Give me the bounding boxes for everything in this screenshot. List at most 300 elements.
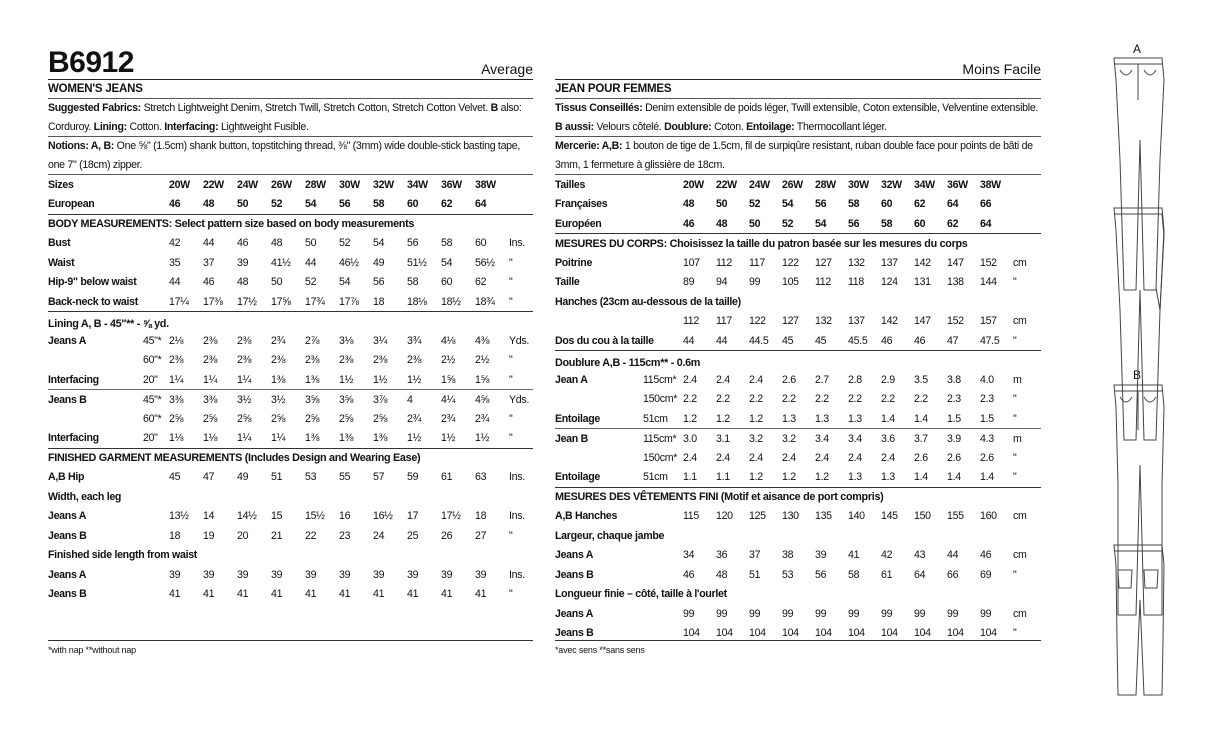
row-label: Jeans B bbox=[555, 627, 594, 640]
table-row bbox=[48, 331, 533, 351]
unit: Yds. bbox=[509, 334, 529, 347]
size-value: 36W bbox=[441, 178, 462, 191]
size-value: 39 bbox=[305, 568, 317, 581]
size-value: 27 bbox=[475, 529, 487, 542]
size-value: 3¾ bbox=[407, 334, 422, 347]
notions: Notions: A, B: One ⅝" (1.5cm) shank button, topstitching thread, ⅜" (3mm) wide double-stick basting tape, one 7" (18cm) zipper. bbox=[48, 137, 533, 175]
size-value: 34W bbox=[407, 178, 428, 191]
size-value: 44 bbox=[169, 276, 181, 289]
row-label: Bust bbox=[48, 237, 71, 250]
fabric-width: 115cm* bbox=[643, 429, 683, 449]
size-value: 45.5 bbox=[848, 334, 868, 347]
finished-measurements-title: MESURES DES VÊTEMENTS FINI (Motif et aisance de port compris) bbox=[555, 487, 1041, 507]
size-value: 1.2 bbox=[815, 471, 829, 483]
size-value: 147 bbox=[914, 315, 931, 328]
size-value: 45 bbox=[815, 334, 827, 347]
jeans-technical-drawing-icon bbox=[1100, 40, 1180, 700]
row-label: Longueur finie – côté, taille à l'ourlet bbox=[555, 588, 727, 601]
size-value: 13½ bbox=[169, 510, 189, 523]
unit: Ins. bbox=[509, 510, 525, 523]
size-value: 28W bbox=[305, 178, 326, 191]
size-value: 99 bbox=[749, 276, 761, 289]
size-value: 2.4 bbox=[815, 451, 829, 464]
size-value: 3.4 bbox=[815, 429, 848, 449]
size-value: 99 bbox=[782, 607, 794, 620]
size-value: 46 bbox=[683, 217, 695, 230]
size-value: 25 bbox=[407, 529, 419, 542]
size-value: 2⅝ bbox=[203, 412, 218, 425]
size-value: 1.4 bbox=[947, 471, 961, 483]
size-value: 152 bbox=[947, 315, 964, 328]
size-value: 63 bbox=[475, 471, 487, 484]
size-value: 2.2 bbox=[815, 393, 829, 406]
size-value: 4⅝ bbox=[475, 390, 509, 410]
size-value: 41 bbox=[169, 588, 181, 601]
size-value: 2¾ bbox=[441, 412, 456, 425]
size-value: 160 bbox=[980, 510, 997, 523]
difficulty-level: Moins Facile bbox=[962, 61, 1041, 77]
size-value: 55 bbox=[339, 471, 351, 484]
size-value: 1½ bbox=[407, 432, 422, 444]
size-value: 104 bbox=[914, 627, 931, 640]
unit: m bbox=[1013, 373, 1022, 386]
size-value: 3⅝ bbox=[305, 390, 339, 410]
size-value: 1.4 bbox=[881, 412, 895, 425]
size-value: 44 bbox=[203, 237, 215, 250]
header bbox=[555, 44, 1041, 80]
size-value: 18 bbox=[169, 529, 181, 542]
size-value: 127 bbox=[782, 315, 799, 328]
size-value: 44 bbox=[716, 334, 728, 347]
row-label: Européen bbox=[555, 217, 602, 230]
size-value: 26W bbox=[782, 178, 803, 191]
size-value: 4.3 bbox=[980, 429, 1013, 449]
size-value: 41 bbox=[339, 588, 351, 601]
table-row bbox=[555, 468, 1041, 488]
size-value: 35 bbox=[169, 256, 181, 269]
row-label: Jean B bbox=[555, 429, 643, 449]
fabric-width: 60"* bbox=[143, 412, 162, 425]
table-row bbox=[48, 234, 533, 254]
size-value: 48 bbox=[203, 198, 215, 210]
size-value: 51½ bbox=[407, 256, 427, 269]
size-value: 2.4 bbox=[683, 373, 697, 386]
size-value: 1.4 bbox=[980, 471, 994, 483]
size-value: 1.2 bbox=[749, 412, 763, 425]
row-label: Waist bbox=[48, 256, 75, 269]
footnote: *with nap **without nap bbox=[48, 645, 136, 655]
footnote: *avec sens **sans sens bbox=[555, 645, 645, 655]
size-value: 2⅝ bbox=[373, 412, 388, 425]
size-value: 41 bbox=[203, 588, 215, 601]
size-value: 4¼ bbox=[441, 390, 475, 410]
unit: " bbox=[1013, 276, 1017, 289]
size-value: 2.6 bbox=[947, 451, 961, 464]
unit bbox=[1013, 195, 1041, 215]
table-row bbox=[555, 604, 1041, 624]
size-value: 104 bbox=[749, 627, 766, 640]
size-value: 61 bbox=[881, 568, 893, 581]
fabric-width: 45"* bbox=[143, 390, 169, 410]
size-value: 36W bbox=[947, 178, 968, 191]
size-value: 2.6 bbox=[782, 373, 796, 386]
size-value: 38W bbox=[475, 178, 496, 191]
size-value: 2⅜ bbox=[237, 354, 252, 367]
size-value: 39 bbox=[339, 568, 351, 581]
size-value: 51 bbox=[749, 568, 761, 581]
row-label: Sizes bbox=[48, 178, 74, 191]
size-value: 16 bbox=[339, 510, 351, 523]
size-value: 60 bbox=[475, 237, 487, 250]
size-value: 64 bbox=[947, 198, 959, 211]
size-value: 2⅝ bbox=[305, 412, 320, 425]
size-value: 26 bbox=[441, 529, 453, 542]
size-value: 47.5 bbox=[980, 334, 1000, 347]
size-value: 2.4 bbox=[749, 373, 763, 386]
size-value: 1¼ bbox=[169, 373, 184, 386]
table-row bbox=[48, 175, 533, 195]
row-label: Jeans B bbox=[555, 568, 594, 581]
size-value: 56 bbox=[339, 198, 351, 210]
fabric-width bbox=[643, 195, 683, 215]
unit: cm bbox=[1013, 315, 1027, 328]
unit: cm bbox=[1013, 256, 1027, 269]
lining-title: Doublure A,B - 115cm** - 0.6m bbox=[555, 351, 1041, 371]
row-label: Hanches (23cm au-dessous de la taille) bbox=[555, 295, 741, 308]
row-label: Interfacing bbox=[48, 432, 99, 444]
row-label: Jeans A bbox=[555, 549, 594, 562]
size-value: 124 bbox=[881, 276, 898, 289]
row-label: A,B Hanches bbox=[555, 510, 618, 523]
table-row bbox=[555, 253, 1041, 273]
bottom-rule bbox=[555, 640, 1041, 641]
size-value: 1⅛ bbox=[169, 432, 184, 444]
size-value: 14½ bbox=[237, 510, 257, 523]
size-value: 1½ bbox=[373, 373, 388, 386]
fabric-width bbox=[143, 175, 169, 195]
size-value: 37 bbox=[203, 256, 215, 269]
size-value: 2.4 bbox=[848, 451, 862, 464]
size-value: 157 bbox=[980, 315, 997, 328]
size-value: 53 bbox=[782, 568, 794, 581]
size-value: 3.6 bbox=[881, 429, 914, 449]
table-row bbox=[555, 585, 1041, 605]
unit: cm bbox=[1013, 510, 1027, 523]
size-value: 2.4 bbox=[716, 451, 730, 464]
size-value: 2.3 bbox=[980, 393, 994, 406]
table-row bbox=[48, 273, 533, 293]
table-row bbox=[48, 429, 533, 449]
size-value: 48 bbox=[683, 198, 695, 211]
size-value: 2¾ bbox=[475, 412, 490, 425]
table-row bbox=[48, 507, 533, 527]
table-row bbox=[555, 526, 1041, 546]
unit: " bbox=[509, 354, 513, 367]
size-value: 24W bbox=[237, 178, 258, 191]
size-value: 41 bbox=[373, 588, 385, 601]
size-value: 1¼ bbox=[237, 373, 252, 386]
size-value: 58 bbox=[848, 568, 860, 581]
fabric-width bbox=[643, 604, 683, 624]
size-value: 18 bbox=[475, 510, 487, 523]
size-value: 66 bbox=[947, 568, 959, 581]
size-value: 112 bbox=[683, 315, 699, 328]
size-value: 2.3 bbox=[947, 393, 961, 406]
unit: " bbox=[1013, 334, 1017, 347]
size-value: 17¾ bbox=[305, 295, 325, 308]
garment-title: JEAN POUR FEMMES bbox=[555, 80, 1041, 99]
fabric-width bbox=[643, 253, 683, 273]
size-value: 1¼ bbox=[237, 432, 252, 444]
bottom-rule bbox=[48, 640, 533, 641]
size-value: 138 bbox=[947, 276, 964, 289]
size-value: 58 bbox=[407, 276, 419, 289]
size-value: 21 bbox=[271, 529, 283, 542]
size-value: 2.4 bbox=[782, 451, 796, 464]
size-value: 46 bbox=[237, 237, 249, 250]
table-row bbox=[555, 195, 1041, 215]
fabric-width bbox=[643, 565, 683, 585]
size-value: 56 bbox=[407, 237, 419, 250]
size-value: 64 bbox=[914, 568, 926, 581]
size-value: 28W bbox=[815, 178, 836, 191]
size-value: 2.2 bbox=[749, 393, 763, 406]
size-value: 39 bbox=[271, 568, 283, 581]
row-label bbox=[555, 448, 643, 468]
size-value: 56 bbox=[373, 276, 385, 289]
size-value: 56½ bbox=[475, 256, 495, 269]
size-value: 2.4 bbox=[749, 451, 763, 464]
size-value: 1.3 bbox=[881, 471, 895, 483]
french-column bbox=[555, 44, 1041, 643]
size-value: 15½ bbox=[305, 510, 325, 523]
size-value: 2.2 bbox=[914, 393, 928, 406]
fabric-width bbox=[143, 195, 169, 215]
size-value: 89 bbox=[683, 276, 695, 289]
size-value: 2⅝ bbox=[169, 412, 184, 425]
size-value: 2⅜ bbox=[305, 354, 320, 367]
size-value: 3.2 bbox=[749, 429, 782, 449]
size-value: 94 bbox=[716, 276, 728, 289]
unit: Ins. bbox=[509, 471, 525, 484]
size-value: 1¼ bbox=[271, 432, 286, 444]
size-value: 16½ bbox=[373, 510, 393, 523]
size-value: 46½ bbox=[339, 256, 359, 269]
size-value: 23 bbox=[339, 529, 351, 542]
size-value: 1.1 bbox=[683, 471, 697, 483]
size-value: 30W bbox=[848, 178, 869, 191]
size-value: 52 bbox=[271, 198, 283, 210]
size-value: 62 bbox=[441, 198, 453, 210]
size-value: 1.5 bbox=[980, 412, 994, 425]
row-label: Largeur, chaque jambe bbox=[555, 529, 665, 542]
fabric-width bbox=[643, 507, 683, 527]
size-value: 3.1 bbox=[716, 429, 749, 449]
size-value: 4 bbox=[407, 390, 441, 410]
table-row bbox=[48, 546, 533, 566]
size-value: 3.2 bbox=[782, 429, 815, 449]
size-value: 2.6 bbox=[914, 451, 928, 464]
fabric-width bbox=[143, 565, 169, 585]
table-row bbox=[555, 448, 1041, 468]
fabric-width: 115cm* bbox=[643, 373, 677, 386]
table-row bbox=[555, 507, 1041, 527]
size-value: 64 bbox=[980, 217, 992, 230]
row-label: Entoilage bbox=[555, 412, 600, 425]
row-label: Taille bbox=[555, 276, 580, 289]
size-value: 54 bbox=[782, 198, 794, 211]
size-value: 42 bbox=[169, 237, 181, 250]
body-measurements-title: MESURES DU CORPS: Choisissez la taille du patron basée sur les mesures du corps bbox=[555, 234, 1041, 254]
body-measurements-title: BODY MEASUREMENTS: Select pattern size based on body measurements bbox=[48, 214, 533, 234]
size-value: 50 bbox=[271, 276, 283, 289]
size-value: 20W bbox=[169, 178, 190, 191]
size-value: 54 bbox=[815, 217, 827, 230]
size-value: 66 bbox=[980, 198, 992, 211]
header bbox=[48, 44, 533, 80]
row-label: Jeans A bbox=[48, 568, 87, 581]
size-value: 1.2 bbox=[749, 471, 763, 483]
size-value: 135 bbox=[815, 510, 832, 523]
size-value: 2⅝ bbox=[339, 412, 354, 425]
size-value: 4.0 bbox=[980, 373, 994, 386]
size-value: 38W bbox=[980, 178, 1001, 191]
size-value: 39 bbox=[373, 568, 385, 581]
unit: " bbox=[509, 373, 513, 386]
suggested-fabrics: Tissus Conseillés: Denim extensible de poids léger, Twill extensible, Coton extensible, Velventine extensible. B aussi: Velours côtelé. Doublure: Coton. Entoilage: Thermocollant léger. bbox=[555, 99, 1041, 137]
size-value: 50 bbox=[305, 237, 317, 250]
size-value: 1.2 bbox=[782, 471, 796, 483]
size-value: 3½ bbox=[271, 390, 305, 410]
size-value: 1⅜ bbox=[373, 432, 388, 444]
fabric-width bbox=[643, 312, 683, 332]
size-value: 2⅝ bbox=[237, 412, 252, 425]
size-value: 99 bbox=[947, 607, 959, 620]
row-label: Hip-9" below waist bbox=[48, 276, 137, 289]
size-value: 1.5 bbox=[947, 412, 961, 425]
size-value: 48 bbox=[716, 568, 728, 581]
size-value: 142 bbox=[881, 315, 898, 328]
size-value: 39 bbox=[475, 568, 487, 581]
size-value: 2⅝ bbox=[271, 412, 286, 425]
fabric-width bbox=[643, 175, 683, 195]
size-value: 99 bbox=[848, 607, 860, 620]
size-value: 3⅜ bbox=[203, 390, 237, 410]
size-value: 17⅞ bbox=[339, 295, 359, 308]
size-value: 24 bbox=[373, 529, 385, 542]
size-value: 2.8 bbox=[848, 373, 862, 386]
unit bbox=[509, 195, 533, 215]
size-value: 1.4 bbox=[914, 412, 928, 425]
size-value: 44.5 bbox=[749, 334, 769, 347]
size-value: 131 bbox=[914, 276, 931, 289]
size-value: 17½ bbox=[441, 510, 461, 523]
size-value: 69 bbox=[980, 568, 992, 581]
table-row bbox=[48, 370, 533, 390]
jeans-b-back-icon bbox=[1114, 545, 1164, 695]
size-value: 104 bbox=[716, 627, 733, 640]
unit: m bbox=[1013, 429, 1041, 449]
size-value: 58 bbox=[373, 198, 385, 210]
unit: " bbox=[1013, 451, 1017, 464]
size-value: 52 bbox=[339, 237, 351, 250]
size-value: 38 bbox=[782, 549, 794, 562]
size-value: 117 bbox=[749, 256, 765, 269]
size-value: 19 bbox=[203, 529, 215, 542]
size-value: 99 bbox=[914, 607, 926, 620]
size-value: 50 bbox=[237, 198, 249, 210]
size-value: 46 bbox=[881, 334, 893, 347]
size-value: 47 bbox=[947, 334, 959, 347]
fabric-width bbox=[143, 526, 169, 546]
size-value: 132 bbox=[815, 315, 832, 328]
row-label: Jeans A bbox=[555, 607, 594, 620]
size-value: 52 bbox=[305, 276, 317, 289]
size-value: 1.2 bbox=[716, 412, 730, 425]
size-value: 104 bbox=[683, 627, 700, 640]
unit bbox=[509, 175, 533, 195]
size-value: 60 bbox=[881, 198, 893, 211]
size-value: 2⅜ bbox=[407, 354, 422, 367]
size-value: 46 bbox=[980, 549, 992, 562]
unit: cm bbox=[1013, 607, 1027, 620]
row-label: Jeans B bbox=[48, 529, 87, 542]
size-value: 36 bbox=[716, 549, 728, 562]
fabric-width: 20" bbox=[143, 432, 158, 444]
size-value: 18½ bbox=[441, 295, 461, 308]
size-value: 2.2 bbox=[782, 393, 796, 406]
size-value: 46 bbox=[914, 334, 926, 347]
row-label: Jeans B bbox=[48, 390, 143, 410]
unit: " bbox=[509, 276, 513, 289]
unit: " bbox=[1013, 568, 1017, 581]
size-value: 62 bbox=[475, 276, 487, 289]
table-row bbox=[555, 331, 1041, 351]
size-value: 3.7 bbox=[914, 429, 947, 449]
size-value: 2⅛ bbox=[169, 334, 184, 347]
size-value: 99 bbox=[749, 607, 761, 620]
row-label bbox=[48, 409, 143, 429]
size-value: 105 bbox=[782, 276, 799, 289]
size-value: 107 bbox=[683, 256, 700, 269]
size-value: 2¾ bbox=[271, 334, 286, 347]
fabric-width: 51cm bbox=[643, 412, 668, 425]
size-value: 2⅜ bbox=[339, 354, 354, 367]
size-value: 20W bbox=[683, 178, 704, 191]
table-row bbox=[555, 370, 1041, 390]
size-value: 42 bbox=[881, 549, 893, 562]
size-value: 15 bbox=[271, 510, 283, 523]
size-value: 2½ bbox=[441, 354, 456, 367]
table-row bbox=[48, 292, 533, 312]
size-value: 140 bbox=[848, 510, 865, 523]
size-value: 22W bbox=[203, 178, 224, 191]
size-value: 2¾ bbox=[407, 412, 422, 425]
size-value: 99 bbox=[683, 607, 695, 620]
size-value: 26W bbox=[271, 178, 292, 191]
size-value: 46 bbox=[683, 568, 695, 581]
size-value: 39 bbox=[441, 568, 453, 581]
unit: " bbox=[1013, 627, 1017, 640]
size-value: 2⅜ bbox=[237, 334, 252, 347]
unit: " bbox=[1013, 393, 1017, 406]
size-value: 144 bbox=[980, 276, 997, 289]
view-a-label: A bbox=[1133, 42, 1142, 56]
size-value: 2.2 bbox=[881, 393, 895, 406]
size-value: 1.3 bbox=[848, 412, 862, 425]
size-value: 112 bbox=[716, 256, 732, 269]
size-value: 2⅜ bbox=[203, 334, 218, 347]
